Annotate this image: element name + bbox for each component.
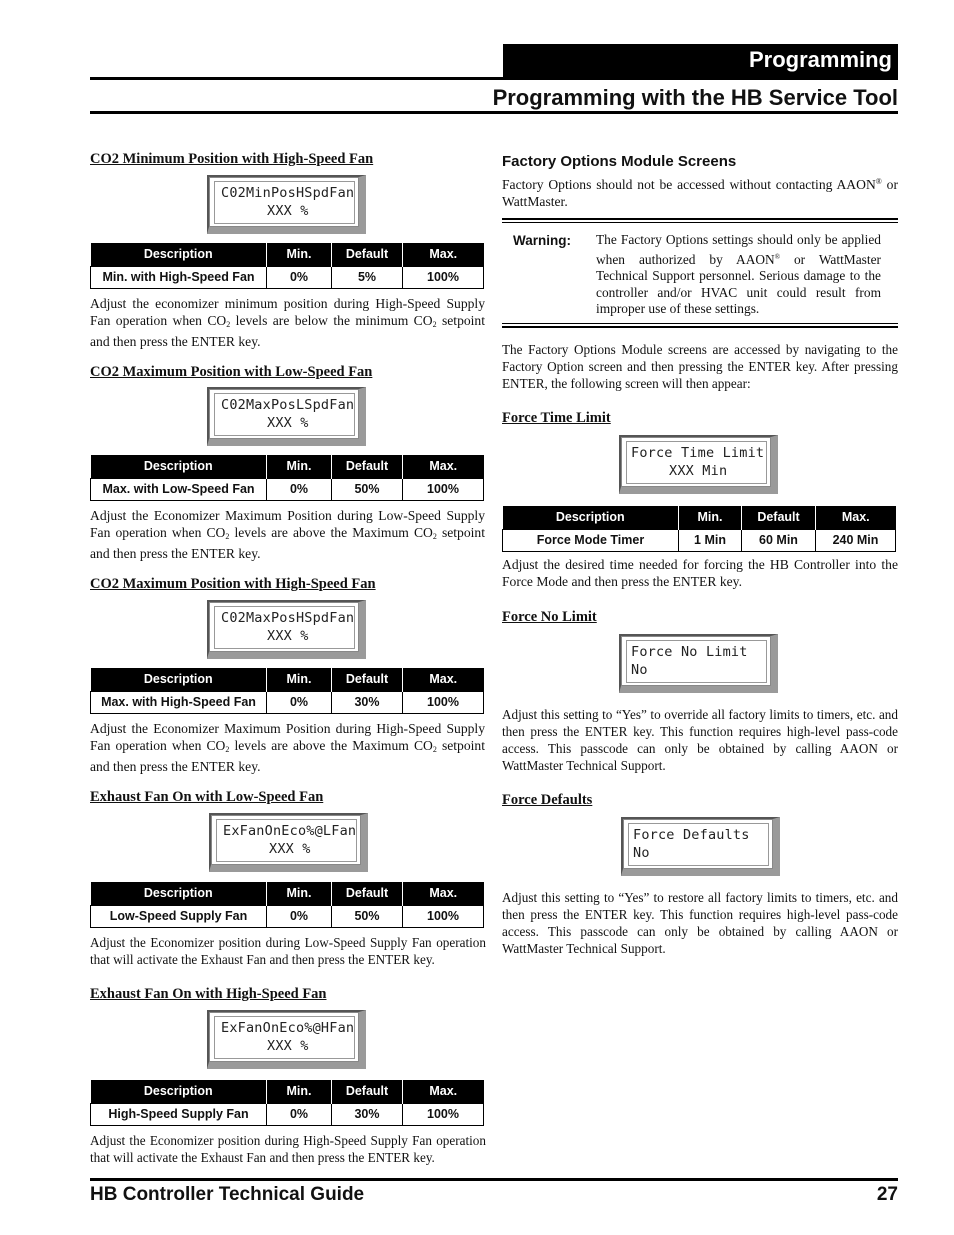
table-cell: 0% <box>267 478 332 500</box>
table-cell: 240 Min <box>816 529 896 551</box>
col-header: Max. <box>403 668 484 691</box>
col-header: Default <box>742 506 816 529</box>
force-defaults-heading: Force Defaults <box>502 792 593 808</box>
section-header <box>503 44 898 78</box>
table-cell: High-Speed Supply Fan <box>91 1103 267 1125</box>
warning-rule-top <box>502 218 898 220</box>
col-header: Default <box>332 1080 403 1103</box>
col-header: Description <box>91 882 267 905</box>
lcd-line-1: C02MaxPosHSpdFan <box>221 610 355 626</box>
section-heading: CO2 Maximum Position with High-Speed Fan <box>90 576 376 592</box>
lcd-line-2: No <box>631 662 648 678</box>
col-header: Description <box>91 1080 267 1103</box>
lcd-line-2: XXX % <box>267 1038 309 1054</box>
footer-rule <box>90 1178 898 1181</box>
table-cell: 0% <box>267 905 332 927</box>
factory-intro: Factory Options should not be accessed without contacting AAON® or WattMaster. <box>502 177 898 209</box>
header-rule <box>90 77 898 80</box>
table-cell: 100% <box>403 1103 484 1125</box>
section-heading: CO2 Minimum Position with High-Speed Fan <box>90 151 374 167</box>
lcd-line-1: Force Defaults <box>633 827 750 843</box>
warning-rule-bottom <box>502 326 898 328</box>
force-no-limit-text: Adjust this setting to “Yes” to override all factory limits to timers, etc. and then press the ENTER key. This function requires high-level pass-code access. This passcode can only be obtained by calling AAON or WattMaster Technical Support. <box>502 707 898 773</box>
lcd-line-2: XXX % <box>267 415 309 431</box>
table-cell: 5% <box>332 266 403 288</box>
table-cell: Force Mode Timer <box>503 529 679 551</box>
lcd-screen <box>207 600 366 659</box>
section-body: Adjust the Economizer Maximum Position during High-Speed Supply Fan operation when $CO_2$ levels are above the Maximum $CO_2$ setpoint and then press the ENTER key. <box>90 721 486 774</box>
col-header: Description <box>503 506 679 529</box>
lcd-line-1: ExFanOnEco%@HFan <box>221 1020 355 1036</box>
force-time-heading: Force Time Limit <box>502 410 611 426</box>
col-header: Description <box>91 243 267 266</box>
col-header: Description <box>91 668 267 691</box>
col-header: Min. <box>267 455 332 478</box>
force-defaults-text: Adjust this setting to “Yes” to restore all factory limits to timers, etc. and then press the ENTER key. This function requires high-level pass-code access. This passcode can only be obtained by calling AAON or WattMaster Technical Support. <box>502 890 898 956</box>
spec-table <box>90 1080 484 1126</box>
section-heading: Exhaust Fan On with High-Speed Fan <box>90 986 327 1002</box>
table-cell: 100% <box>403 266 484 288</box>
table-cell: 30% <box>332 1103 403 1125</box>
lcd-screen <box>209 813 368 872</box>
col-header: Max. <box>816 506 896 529</box>
section-body: Adjust the Economizer position during Low-Speed Supply Fan operation that will activate the Exhaust Fan and then press the ENTER key. <box>90 935 486 967</box>
col-header: Default <box>332 243 403 266</box>
lcd-screen <box>619 435 778 494</box>
col-header: Min. <box>267 668 332 691</box>
col-header: Min. <box>267 243 332 266</box>
spec-table <box>90 882 484 928</box>
lcd-line-1: C02MaxPosLSpdFan <box>221 397 355 413</box>
section-title: Programming <box>748 47 892 72</box>
lcd-line-2: XXX % <box>269 841 311 857</box>
table-cell: 30% <box>332 691 403 713</box>
table-cell: Min. with High-Speed Fan <box>91 266 267 288</box>
col-header: Max. <box>403 243 484 266</box>
lcd-line-2: XXX % <box>267 203 309 219</box>
subtitle-rule <box>90 111 898 114</box>
col-header: Min. <box>267 882 332 905</box>
lcd-line-1: Force Time Limit <box>631 445 765 461</box>
table-cell: 100% <box>403 905 484 927</box>
lcd-line-2: XXX % <box>267 628 309 644</box>
lcd-line-1: ExFanOnEco%@LFan <box>223 823 357 839</box>
lcd-screen <box>621 817 780 876</box>
section-heading: CO2 Maximum Position with Low-Speed Fan <box>90 364 373 380</box>
lcd-line-1: Force No Limit <box>631 644 748 660</box>
col-header: Max. <box>403 1080 484 1103</box>
lcd-screen <box>207 387 366 446</box>
table-cell: Low-Speed Supply Fan <box>91 905 267 927</box>
spec-table <box>90 668 484 714</box>
col-header: Default <box>332 882 403 905</box>
col-header: Max. <box>403 455 484 478</box>
force-time-text: Adjust the desired time needed for forcing the HB Controller into the Force Mode and then press the ENTER key. <box>502 557 898 589</box>
col-header: Min. <box>679 506 742 529</box>
page-number: 27 <box>876 1184 898 1205</box>
warning-text: The Factory Options settings should only be applied when authorized by AAON® or WattMaster Technical Support personnel. Serious damage to the controller and/or HVAC unit could result from improper use of these settings. <box>596 232 881 317</box>
table-cell: 100% <box>403 478 484 500</box>
section-heading: Exhaust Fan On with Low-Speed Fan <box>90 789 324 805</box>
force-no-limit-heading: Force No Limit <box>502 609 597 625</box>
col-header: Max. <box>403 882 484 905</box>
lcd-line-2: XXX Min <box>669 463 728 479</box>
spec-table <box>90 455 484 501</box>
page-subtitle: Programming with the HB Service Tool <box>492 85 898 110</box>
table-cell: 0% <box>267 1103 332 1125</box>
spec-table <box>502 506 896 552</box>
section-body: Adjust the economizer minimum position during High-Speed Supply Fan operation when $CO_2$ levels are below the minimum $CO_2$ setpoint and then press the ENTER key. <box>90 296 486 349</box>
table-cell: 50% <box>332 905 403 927</box>
warning-rule-bottom-thin <box>502 323 898 324</box>
col-header: Default <box>332 668 403 691</box>
table-cell: 50% <box>332 478 403 500</box>
lcd-screen <box>619 634 778 693</box>
table-cell: 100% <box>403 691 484 713</box>
factory-options-title: Factory Options Module Screens <box>502 153 737 170</box>
table-cell: Max. with High-Speed Fan <box>91 691 267 713</box>
lcd-screen <box>207 175 366 234</box>
factory-access-text: The Factory Options Module screens are accessed by navigating to the Factory Option screen and then pressing the ENTER key. After pressing ENTER, the following screen will then appear: <box>502 342 898 391</box>
section-body: Adjust the Economizer Maximum Position during Low-Speed Supply Fan operation when $CO_2$ levels are above the Maximum $CO_2$ setpoint and then press the ENTER key. <box>90 508 486 561</box>
table-cell: 60 Min <box>742 529 816 551</box>
table-cell: 1 Min <box>679 529 742 551</box>
col-header: Description <box>91 455 267 478</box>
lcd-line-1: C02MinPosHSpdFan <box>221 185 355 201</box>
lcd-screen <box>207 1010 366 1069</box>
warning-rule-top-thin <box>502 222 898 223</box>
spec-table <box>90 243 484 289</box>
section-body: Adjust the Economizer position during High-Speed Supply Fan operation that will activate the Exhaust Fan and then press the ENTER key. <box>90 1133 486 1165</box>
lcd-line-2: No <box>633 845 650 861</box>
warning-label: Warning: <box>513 233 571 248</box>
col-header: Min. <box>267 1080 332 1103</box>
table-cell: 0% <box>267 691 332 713</box>
table-cell: 0% <box>267 266 332 288</box>
col-header: Default <box>332 455 403 478</box>
footer-title: HB Controller Technical Guide <box>90 1184 365 1205</box>
table-cell: Max. with Low-Speed Fan <box>91 478 267 500</box>
